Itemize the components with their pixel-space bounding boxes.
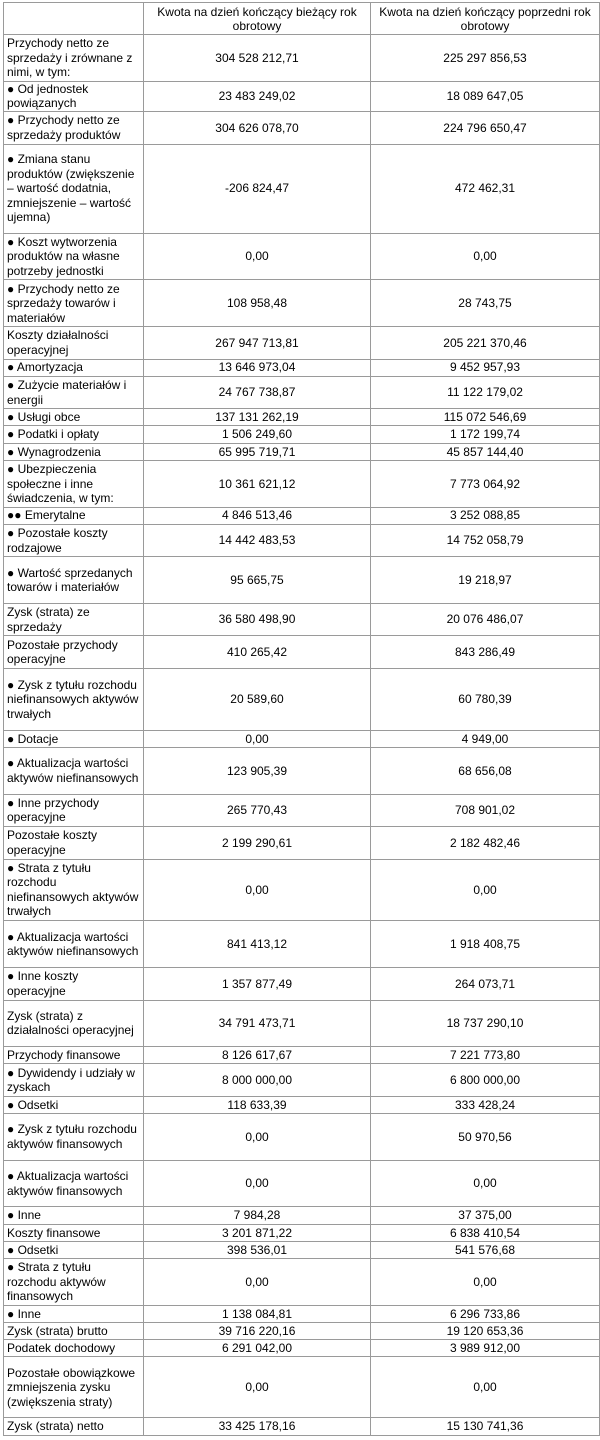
row-previous-value: 14 752 058,79 bbox=[371, 524, 600, 556]
row-label: ● Odsetki bbox=[4, 1241, 144, 1258]
row-previous-value: 225 297 856,53 bbox=[371, 35, 600, 82]
row-label: Podatek dochodowy bbox=[4, 1340, 144, 1357]
row-label: ● Inne bbox=[4, 1305, 144, 1322]
table-row bbox=[4, 1305, 600, 1322]
row-label: ● Strata z tytułu rozchodu aktywów finansowych bbox=[4, 1259, 144, 1306]
row-current-value: 34 791 473,71 bbox=[144, 1000, 371, 1047]
row-previous-value: 0,00 bbox=[371, 1259, 600, 1306]
table-row bbox=[4, 603, 600, 635]
table-row bbox=[4, 1064, 600, 1096]
row-current-value: 123 905,39 bbox=[144, 747, 371, 794]
row-previous-value: 0,00 bbox=[371, 859, 600, 921]
table-row bbox=[4, 507, 600, 524]
row-current-value: 8 126 617,67 bbox=[144, 1047, 371, 1064]
table-row bbox=[4, 1224, 600, 1241]
table-row bbox=[4, 1241, 600, 1258]
table-row bbox=[4, 794, 600, 826]
table-row bbox=[4, 409, 600, 426]
row-previous-value: 6 838 410,54 bbox=[371, 1224, 600, 1241]
table-row bbox=[4, 1323, 600, 1340]
row-label: ● Pozostałe koszty rodzajowe bbox=[4, 524, 144, 556]
header-row bbox=[4, 3, 600, 35]
table-row bbox=[4, 730, 600, 747]
row-label: ●● Emerytalne bbox=[4, 507, 144, 524]
row-previous-value: 708 901,02 bbox=[371, 794, 600, 826]
row-current-value: 108 958,48 bbox=[144, 280, 371, 327]
row-current-value: 24 767 738,87 bbox=[144, 376, 371, 408]
row-previous-value: 28 743,75 bbox=[371, 280, 600, 327]
row-current-value: 304 626 078,70 bbox=[144, 112, 371, 144]
row-current-value: 410 265,42 bbox=[144, 636, 371, 668]
row-previous-value: 1 172 199,74 bbox=[371, 426, 600, 443]
row-previous-value: 205 221 370,46 bbox=[371, 327, 600, 359]
row-current-value: 0,00 bbox=[144, 1160, 371, 1207]
row-label: ● Aktualizacja wartości aktywów finansowych bbox=[4, 1160, 144, 1207]
row-label: Pozostałe przychody operacyjne bbox=[4, 636, 144, 668]
row-current-value: 1 506 249,60 bbox=[144, 426, 371, 443]
row-label: Zysk (strata) netto bbox=[4, 1418, 144, 1436]
table-row bbox=[4, 81, 600, 111]
row-previous-value: 224 796 650,47 bbox=[371, 112, 600, 144]
row-current-value: 10 361 621,12 bbox=[144, 460, 371, 507]
row-previous-value: 3 252 088,85 bbox=[371, 507, 600, 524]
row-label: Koszty finansowe bbox=[4, 1224, 144, 1241]
row-current-value: -206 824,47 bbox=[144, 144, 371, 233]
row-label: ● Odsetki bbox=[4, 1096, 144, 1113]
row-current-value: 0,00 bbox=[144, 859, 371, 921]
row-current-value: 2 199 290,61 bbox=[144, 827, 371, 859]
row-previous-value: 37 375,00 bbox=[371, 1207, 600, 1224]
table-row bbox=[4, 112, 600, 144]
table-row bbox=[4, 1047, 600, 1064]
row-label: ● Ubezpieczenia społeczne i inne świadczenia, w tym: bbox=[4, 460, 144, 507]
table-row bbox=[4, 359, 600, 376]
row-previous-value: 1 918 408,75 bbox=[371, 921, 600, 968]
row-current-value: 33 425 178,16 bbox=[144, 1418, 371, 1436]
row-previous-value: 2 182 482,46 bbox=[371, 827, 600, 859]
table-row bbox=[4, 859, 600, 921]
row-label: ● Dotacje bbox=[4, 730, 144, 747]
row-label: ● Zysk z tytułu rozchodu niefinansowych aktywów trwałych bbox=[4, 668, 144, 730]
row-previous-value: 15 130 741,36 bbox=[371, 1418, 600, 1436]
row-label: ● Zysk z tytułu rozchodu aktywów finansowych bbox=[4, 1114, 144, 1161]
row-previous-value: 50 970,56 bbox=[371, 1114, 600, 1161]
row-previous-value: 333 428,24 bbox=[371, 1096, 600, 1113]
row-label: ● Aktualizacja wartości aktywów niefinansowych bbox=[4, 747, 144, 794]
row-label: ● Wartość sprzedanych towarów i materiałów bbox=[4, 557, 144, 604]
table-row bbox=[4, 1259, 600, 1306]
row-current-value: 0,00 bbox=[144, 1259, 371, 1306]
row-previous-value: 7 221 773,80 bbox=[371, 1047, 600, 1064]
row-label: Przychody netto ze sprzedaży i zrównane z nimi, w tym: bbox=[4, 35, 144, 82]
table-row bbox=[4, 144, 600, 233]
row-label: Pozostałe koszty operacyjne bbox=[4, 827, 144, 859]
row-previous-value: 3 989 912,00 bbox=[371, 1340, 600, 1357]
row-previous-value: 4 949,00 bbox=[371, 730, 600, 747]
row-previous-value: 11 122 179,02 bbox=[371, 376, 600, 408]
row-previous-value: 0,00 bbox=[371, 1357, 600, 1418]
row-previous-value: 20 076 486,07 bbox=[371, 603, 600, 635]
row-previous-value: 9 452 957,93 bbox=[371, 359, 600, 376]
header-current-year: Kwota na dzień kończący bieżący rok obrotowy bbox=[144, 3, 371, 35]
row-current-value: 0,00 bbox=[144, 233, 371, 280]
table-row bbox=[4, 1357, 600, 1418]
row-label: ● Wynagrodzenia bbox=[4, 443, 144, 460]
row-previous-value: 18 737 290,10 bbox=[371, 1000, 600, 1047]
financial-statement-table bbox=[3, 2, 600, 1436]
row-current-value: 0,00 bbox=[144, 730, 371, 747]
row-current-value: 118 633,39 bbox=[144, 1096, 371, 1113]
row-current-value: 0,00 bbox=[144, 1357, 371, 1418]
table-row bbox=[4, 557, 600, 604]
table-row bbox=[4, 1207, 600, 1224]
row-current-value: 7 984,28 bbox=[144, 1207, 371, 1224]
row-label: ● Usługi obce bbox=[4, 409, 144, 426]
row-current-value: 0,00 bbox=[144, 1114, 371, 1161]
row-label: ● Dywidendy i udziały w zyskach bbox=[4, 1064, 144, 1096]
row-current-value: 267 947 713,81 bbox=[144, 327, 371, 359]
row-label: ● Od jednostek powiązanych bbox=[4, 81, 144, 111]
table-row bbox=[4, 426, 600, 443]
table-row bbox=[4, 921, 600, 968]
table-row bbox=[4, 968, 600, 1000]
row-previous-value: 472 462,31 bbox=[371, 144, 600, 233]
row-label: Przychody finansowe bbox=[4, 1047, 144, 1064]
row-current-value: 398 536,01 bbox=[144, 1241, 371, 1258]
table-row bbox=[4, 636, 600, 668]
row-previous-value: 0,00 bbox=[371, 1160, 600, 1207]
row-label: ● Inne przychody operacyjne bbox=[4, 794, 144, 826]
table-row bbox=[4, 747, 600, 794]
row-current-value: 304 528 212,71 bbox=[144, 35, 371, 82]
row-label: ● Koszt wytworzenia produktów na własne potrzeby jednostki bbox=[4, 233, 144, 280]
row-label: Zysk (strata) z działalności operacyjnej bbox=[4, 1000, 144, 1047]
row-previous-value: 843 286,49 bbox=[371, 636, 600, 668]
row-label: ● Przychody netto ze sprzedaży towarów i materiałów bbox=[4, 280, 144, 327]
row-previous-value: 7 773 064,92 bbox=[371, 460, 600, 507]
table-row bbox=[4, 1000, 600, 1047]
row-label: ● Inne koszty operacyjne bbox=[4, 968, 144, 1000]
table-row bbox=[4, 443, 600, 460]
table-row bbox=[4, 1114, 600, 1161]
row-label: ● Podatki i opłaty bbox=[4, 426, 144, 443]
row-label: ● Inne bbox=[4, 1207, 144, 1224]
row-current-value: 65 995 719,71 bbox=[144, 443, 371, 460]
row-label: ● Strata z tytułu rozchodu niefinansowych aktywów trwałych bbox=[4, 859, 144, 921]
row-current-value: 14 442 483,53 bbox=[144, 524, 371, 556]
row-current-value: 1 138 084,81 bbox=[144, 1305, 371, 1322]
row-current-value: 13 646 973,04 bbox=[144, 359, 371, 376]
row-current-value: 8 000 000,00 bbox=[144, 1064, 371, 1096]
table-row bbox=[4, 327, 600, 359]
row-label: Koszty działalności operacyjnej bbox=[4, 327, 144, 359]
row-current-value: 20 589,60 bbox=[144, 668, 371, 730]
row-previous-value: 264 073,71 bbox=[371, 968, 600, 1000]
row-current-value: 137 131 262,19 bbox=[144, 409, 371, 426]
row-label: Pozostałe obowiązkowe zmniejszenia zysku (zwiększenia straty) bbox=[4, 1357, 144, 1418]
row-previous-value: 68 656,08 bbox=[371, 747, 600, 794]
table-row bbox=[4, 35, 600, 82]
row-previous-value: 0,00 bbox=[371, 233, 600, 280]
table-row bbox=[4, 376, 600, 408]
table-row bbox=[4, 827, 600, 859]
row-label: Zysk (strata) brutto bbox=[4, 1323, 144, 1340]
row-current-value: 4 846 513,46 bbox=[144, 507, 371, 524]
table-row bbox=[4, 1096, 600, 1113]
row-previous-value: 541 576,68 bbox=[371, 1241, 600, 1258]
row-previous-value: 19 120 653,36 bbox=[371, 1323, 600, 1340]
table-row bbox=[4, 1340, 600, 1357]
row-previous-value: 60 780,39 bbox=[371, 668, 600, 730]
row-current-value: 95 665,75 bbox=[144, 557, 371, 604]
row-previous-value: 19 218,97 bbox=[371, 557, 600, 604]
row-current-value: 39 716 220,16 bbox=[144, 1323, 371, 1340]
table-row bbox=[4, 233, 600, 280]
row-previous-value: 115 072 546,69 bbox=[371, 409, 600, 426]
row-label: ● Amortyzacja bbox=[4, 359, 144, 376]
row-previous-value: 45 857 144,40 bbox=[371, 443, 600, 460]
table-row bbox=[4, 1160, 600, 1207]
row-current-value: 36 580 498,90 bbox=[144, 603, 371, 635]
row-previous-value: 18 089 647,05 bbox=[371, 81, 600, 111]
row-current-value: 3 201 871,22 bbox=[144, 1224, 371, 1241]
table-row bbox=[4, 1418, 600, 1436]
table-row bbox=[4, 668, 600, 730]
row-previous-value: 6 800 000,00 bbox=[371, 1064, 600, 1096]
header-previous-year: Kwota na dzień kończący poprzedni rok obrotowy bbox=[371, 3, 600, 35]
row-label: ● Przychody netto ze sprzedaży produktów bbox=[4, 112, 144, 144]
table-row bbox=[4, 460, 600, 507]
row-label: ● Aktualizacja wartości aktywów niefinansowych bbox=[4, 921, 144, 968]
table-row bbox=[4, 524, 600, 556]
row-current-value: 265 770,43 bbox=[144, 794, 371, 826]
row-current-value: 23 483 249,02 bbox=[144, 81, 371, 111]
row-previous-value: 6 296 733,86 bbox=[371, 1305, 600, 1322]
row-current-value: 1 357 877,49 bbox=[144, 968, 371, 1000]
table-row bbox=[4, 280, 600, 327]
row-current-value: 841 413,12 bbox=[144, 921, 371, 968]
row-current-value: 6 291 042,00 bbox=[144, 1340, 371, 1357]
row-label: ● Zmiana stanu produktów (zwiększenie – wartość dodatnia, zmniejszenie – wartość ujemna) bbox=[4, 144, 144, 233]
row-label: Zysk (strata) ze sprzedaży bbox=[4, 603, 144, 635]
header-label-column bbox=[4, 3, 144, 35]
row-label: ● Zużycie materiałów i energii bbox=[4, 376, 144, 408]
